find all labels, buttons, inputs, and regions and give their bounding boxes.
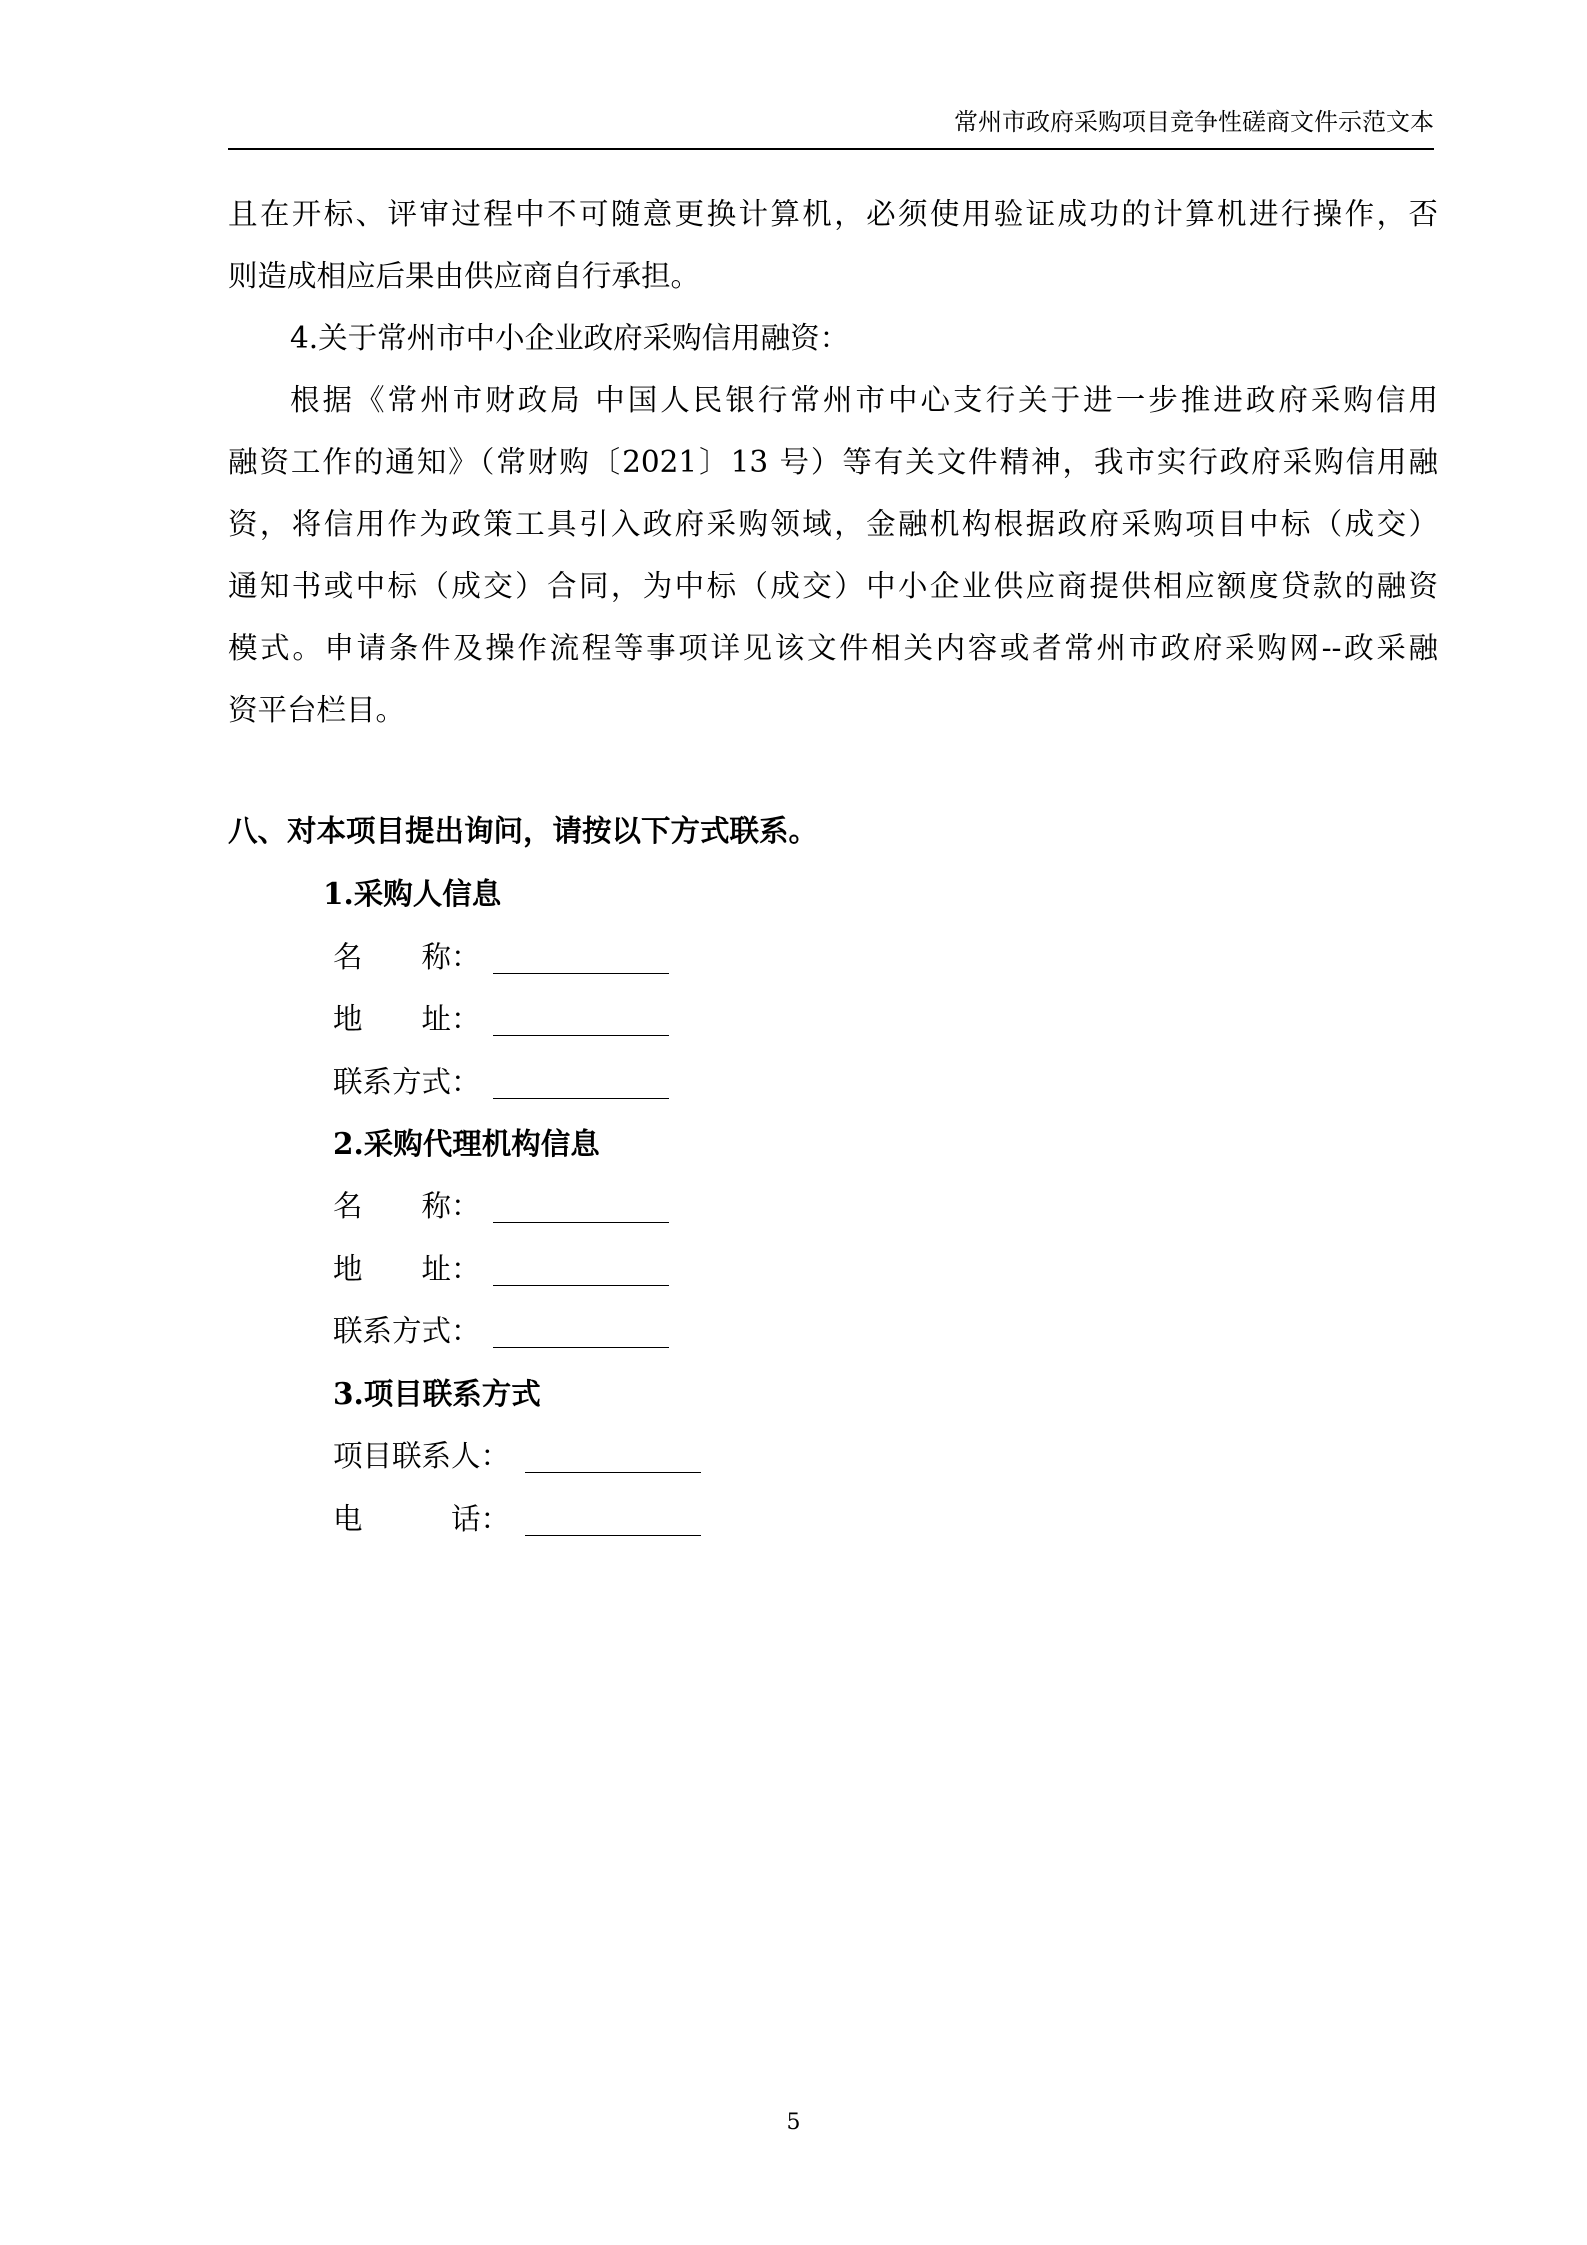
paragraph-line: 4.关于常州市中小企业政府采购信用融资：: [290, 321, 850, 355]
paragraph-line: 融资工作的通知》（常财购〔2021〕13 号）等有关文件精神，我市实行政府采购信用融: [228, 445, 1438, 479]
page-number: 5: [786, 2110, 801, 2135]
project-person-field: [333, 1436, 510, 1476]
paragraph-line: 且在开标、评审过程中不可随意更换计算机，必须使用验证成功的计算机进行操作，否: [228, 197, 1438, 231]
purchaser-address-field: [333, 999, 481, 1039]
project-heading: 3.项目联系方式: [333, 1376, 541, 1411]
agency-heading: 2.采购代理机构信息: [333, 1126, 600, 1161]
field-label: 名 称：: [333, 1189, 481, 1223]
agency-address-field: [333, 1249, 481, 1289]
project-phone-field: [333, 1499, 510, 1539]
purchaser-name-field: [333, 937, 481, 977]
header-title: 常州市政府采购项目竞争性磋商文件示范文本: [954, 108, 1434, 136]
blank-line[interactable]: [525, 1436, 701, 1473]
paragraph-line: 资平台栏目。: [228, 693, 406, 727]
blank-line[interactable]: [493, 937, 669, 974]
field-label: 联系方式：: [333, 1314, 481, 1348]
blank-line[interactable]: [493, 1311, 669, 1348]
blank-line[interactable]: [493, 1249, 669, 1286]
purchaser-heading: 1.采购人信息: [323, 876, 502, 911]
page-header: [228, 108, 1434, 150]
field-label: 地 址：: [333, 1252, 481, 1286]
field-label: 名 称：: [333, 940, 481, 974]
blank-line[interactable]: [493, 1186, 669, 1223]
field-label: 项目联系人：: [333, 1439, 511, 1473]
paragraph-line: 模式。申请条件及操作流程等事项详见该文件相关内容或者常州市政府采购网--政采融: [228, 631, 1438, 665]
field-label: 地 址：: [333, 1002, 481, 1036]
paragraph-line: 通知书或中标（成交）合同，为中标（成交）中小企业供应商提供相应额度贷款的融资: [228, 569, 1438, 603]
paragraph-line: 则造成相应后果由供应商自行承担。: [228, 259, 701, 293]
paragraph-line: 根据《常州市财政局 中国人民银行常州市中心支行关于进一步推进政府采购信用: [290, 383, 1438, 417]
field-label: 联系方式：: [333, 1065, 481, 1099]
purchaser-contact-field: [333, 1062, 481, 1102]
paragraph-line: 资，将信用作为政策工具引入政府采购领域，金融机构根据政府采购项目中标（成交）: [228, 507, 1438, 541]
section-title: 八、对本项目提出询问，请按以下方式联系。: [228, 813, 819, 848]
blank-line[interactable]: [493, 1062, 669, 1099]
field-label: 电 话：: [333, 1502, 511, 1536]
agency-name-field: [333, 1186, 481, 1226]
blank-line[interactable]: [493, 999, 669, 1036]
blank-line[interactable]: [525, 1499, 701, 1536]
agency-contact-field: [333, 1311, 481, 1351]
